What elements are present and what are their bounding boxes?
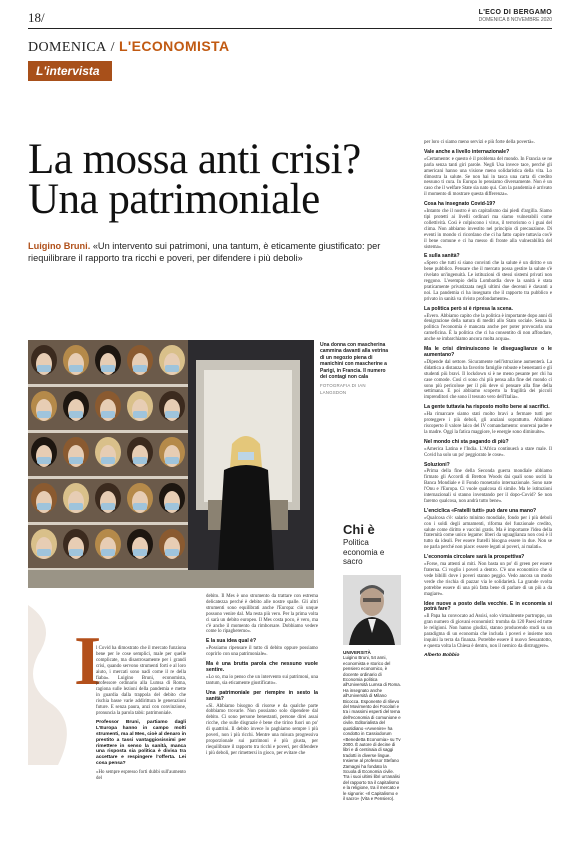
standfirst-author: Luigino Bruni.	[28, 241, 91, 251]
mannequin-mask	[165, 549, 179, 556]
shop-window-illustration	[28, 340, 314, 588]
article-column-3	[424, 140, 552, 662]
answer-10: «Ha rimarcare siamo stati molto bravi a fermare tutti per proteggere i più deboli, gli anziani soprattutto. Abbiamo riscoperto il valore laico del IV comandamento: onorerai padre e la madre. Oggi la fatica maggiore, le energie sono diminuite».	[424, 412, 552, 435]
mannequin-mask	[69, 549, 83, 556]
mannequin-mask	[69, 503, 83, 510]
portrait-illustration	[343, 575, 401, 645]
answer-7: «Spero che tutti si siano convinti che la salute è un diritto e un bene pubblico. Pensare che il mercato possa gestire la salute s'è rivelato un'ingenuità. Le istituzioni di stessi sistemi privati non reggono. L'esempio della Lombardia dove la sanità è stata praticamente privatizzata negli ultimi due decenni è davanti a noi. La pandemia ci ha insegnato che il rapporto tra pubblico e privato in sanità va rivisto profondamente».	[424, 261, 552, 302]
mannequin-mask	[37, 549, 51, 556]
masthead	[479, 9, 552, 23]
standfirst	[28, 240, 408, 264]
shelf	[28, 430, 188, 433]
col3-intro: per loro ci siamo meno servizi e più forte della povertà».	[424, 140, 535, 145]
mannequin-mask	[37, 457, 51, 464]
answer-8: «Evero. Abbiamo capito che la politica è importante dopo anni di denigrazione della natura di mediti allo Stato sociale. Senza la politica l'economia è mancata anche per poter provocarla una carneficina. È la politica che ci ha consentito di non affondare, anche se imbarchiamo ancora molta acqua».	[424, 313, 552, 343]
bio-text: Luigino Bruni, 54 anni, economista e storico del pensiero economico, è docente ordinario di Economia politica all'Università Lumsa di Roma. Ha insegnato anche all'Università di Milano Bicocca. Esponente di rilievo del Movimento dei Focolari e tra i massimi esperti del tema dell'economia di comunione e civile. Editorialista del quotidiano «Avvenire» ha condotto in Cassiodorum «Benedetta Economia» su Tv 2000. È autore di decine di libri e di centinaia di saggi tradotti in diverse lingue. Insieme al professor Stefano Zamagni ha fondato la Scuola di Economia civile. Tra i suoi ultimi libri un'analisi del rapporto tra il capitalismo e la religione, tra il mercato e le signorie: «Il Capitalismo e il sacro» (Vita e Pensiero).	[343, 655, 401, 801]
author-portrait	[343, 575, 401, 645]
mannequin-mask	[37, 411, 51, 418]
author-bio	[343, 650, 401, 801]
photo-caption-text: Una donna con mascherina cammina davanti alla vetrina di un negozio piena di manichini con mascherine a Parigi, in Francia. Il numero dei contagi non cala	[320, 342, 389, 381]
mannequin-mask	[37, 365, 51, 372]
answer-15: «Il Papa ha convocato ad Assisi, solo virtualmente purtroppo, un gran numero di giovani economisti: tromba da 120 Paesi ed tutte le religioni. Non hanno giudizi, stanno producendo studi su un paradigma di un economia che includa i poveri e insieme non inquini la terra da finanza. Potrebbe essere il nuovo Sessantotto, e questa volta la Chiesa è dentro, non il nemico da distruggere».	[424, 614, 552, 649]
question-8: La politica però si è ripresa la scena.	[424, 305, 513, 312]
answer-2: «Possiamo ripensare il tutto di debito oppure possiamo coprirlo con una patrimoniale».	[206, 646, 318, 658]
question-14: L'economia circolare sarà la prospettiva?	[424, 554, 525, 561]
rubric-section: L'ECONOMISTA	[118, 38, 230, 54]
answer-5: «Certamente: e questo è il problema del mondo. In Francia se ne parla senza tanti giri parole. Negli Usa invece tace, perché gli americani hanno una visione meno solidaristica della vita. Lo dimostra la salute. Se non hai in tasca una carta di credito nessuno ti cura. In Europa lo pensiamo diversamente. Non è un caso che il welfare State sia nato qui. Con la pandemia è arrivato il momento di mostrare questa differenza».	[424, 156, 552, 198]
bio-label: UNIVERSITÀ	[343, 650, 371, 655]
mannequin-mask	[133, 503, 147, 510]
mannequin-mask	[69, 457, 83, 464]
mannequin-mask	[133, 549, 147, 556]
interview-tag: L'intervista	[28, 61, 112, 81]
answer-6: «Intanto che il nostro è un capitalismo dai piedi d'argilla. Siamo tipi protetti ai livelli ordinari ma siamo vulnerabili come collettività. Così è colpiscono i virus, il terrorismo o i guai del clima. Non abbiamo investito nel principio di precauzione. Di eventi in mondo ci ricordano che ci ha fatto capire tuttavia cos'è il bene comune e ci ha messo di fronte alla vulnerabilità del sistema».	[424, 209, 552, 250]
answer-3: «Lo so, ma io penso che un intervento sui patrimoni, una tantum, sia eticamente giustificato».	[206, 674, 318, 686]
col2-paragraph: debito. Il Mes è uno strumento da trattare con estrema delicatezza perché è debito alle nostre spalle. Gli altri strumenti sono equilibrati anche l'Europa: ciò unque possono venire dal. Ma resta più vero. Per la prima volta ci sarà un debito europeo. Il Mes costa poco, è vero, ma c'è anche il momento da rimborsare. Dobbiamo vedere come lo ripagheremo».	[206, 594, 318, 635]
article-column-2	[206, 594, 318, 760]
mannequin-mask	[69, 365, 83, 372]
mannequin-mask	[69, 411, 83, 418]
mannequin-mask	[133, 457, 147, 464]
question-9: Ma le crisi diminuiscono le diseguaglianze o le aumentano?	[424, 346, 552, 358]
question-6: Cosa ha insegnato Covid-19?	[424, 201, 496, 208]
profile-subtitle: Politica economia e sacro	[343, 538, 385, 566]
shelf	[28, 522, 188, 525]
mannequin-mask	[101, 411, 115, 418]
mannequin-mask	[101, 365, 115, 372]
answer-4: «Sì. Abbiamo bisogno di risorse e da qualche parte dobbiamo trovarle. Non possiamo solo dipendere dal debito. Ci sono persone benestanti, persone direi assai ricche, che sulle disgrazie è bene che tirino fuori un po' di quattrini. Il debito invece lo paghiamo sempre i più poveri, non i più ricchi. Mentre una misura progressiva proporzionale sui patrimoni è più giusta, per riequilibrare il rapporto tra ricchi e poveri, per difendere i più deboli, per rimettersi in gioco, per evitare che	[206, 703, 318, 756]
mannequin-mask	[165, 503, 179, 510]
question-5: Vale anche a livello internazionale?	[424, 148, 510, 155]
headline	[28, 136, 400, 223]
article-intro: l Covid ha dimostrato che il mercato funziona bene per le cose semplici, male per quelle complicate, ma disastrosamente per i grandi crisi, quando servono strumenti forti e al loro aiuto, i mercati sono nadi come il re della fiaba». Luigino Bruni, economista, professore ordinario alla Lumsa di Roma, ragiona sulle lezioni della pandemia e mette in guardia dalla trappola del debito che rischia basse varie addirittura le generazioni future. E senza paura, anzi con convinzione, pronuncia la parola tabù: patrimoniale.	[96, 646, 186, 716]
question-4: Una patrimoniale per riempire in sesto la sanità?	[206, 689, 318, 702]
mannequin-mask	[101, 457, 115, 464]
mannequin-mask	[101, 549, 115, 556]
question-15: Idee nuove a posto della vecchie. E in economia si potrà fare?	[424, 600, 552, 613]
question-3: Ma è una brutta parola che nessuno vuole sentire.	[206, 661, 318, 673]
answer-11: «America Latina e l'India. L'Africa continuerà a stare male. Il Covid ha solo un po' peggiorato le cose».	[424, 446, 552, 458]
mannequin-mask	[165, 411, 179, 418]
mannequin-mask	[37, 503, 51, 510]
mannequin-mask	[165, 365, 179, 372]
mannequin-mask	[133, 411, 147, 418]
answer-13: «Qualcosa c'è: salario minimo mondiale, fondo per i più deboli con i soldi degli armamenti, riforma del funzionale credito, salute come diritto e vaccini gratis. Ma è importante l'idea della fraternità come unico legame: liberi da uguaglianza non così è il tutto da ideali. Per essere fratelli bisogna essere in due. Non se ne parla perché non piace: essere legati ai poveri, ai malati».	[424, 515, 552, 551]
drop-cap: I	[74, 623, 102, 700]
answer-12: «Prima della fine della Seconda guerra mondiale abbiamo firmato gli Accordi di Bretton Woods dai quali sono usciti la Banca Mondiale e il Fondo monetario internazionale. Sono nate l'Onu e l'Europa. Ci vuole qualcosa di simile. Ma le istituzioni internazionali si stanno inventando per il dopo-Covid? Se non faremo qualcosa, non andrà tutto bene».	[424, 469, 552, 504]
answer-1: «Ho sempre espresso forti dubbi sull'aumento del	[96, 770, 186, 782]
mannequin-mask	[101, 503, 115, 510]
photo-credit: FOTOGRAFIA DI IAN LANGSDON	[320, 383, 366, 395]
profile-box	[343, 522, 393, 567]
article-photo	[28, 340, 314, 588]
question-1: Professor Bruni, partiamo dagli L'Europa hanno in campo molti strumenti, ma al Mes, cioè al denaro in prestito a tassi vantaggiosissimi per rimettere in senso la sanità, manca una risposta sia politica è divisa tra accettare e respingere l'offerta. Lei cosa pensa?	[96, 719, 186, 767]
photo-caption	[320, 342, 392, 396]
question-12: Soluzioni?	[424, 461, 450, 468]
rubric-day: DOMENICA	[28, 40, 107, 55]
shelf	[28, 384, 188, 387]
standfirst-text: «Un intervento sui patrimoni, una tantum, è eticamente giustificato: per riequilibrare il rapporto tra ricchi e poveri, per difendere i più deboli»	[28, 241, 381, 263]
shelf	[28, 476, 188, 479]
profile-title: Chi è	[343, 522, 375, 537]
question-2: E la sua idea qual è?	[206, 638, 257, 645]
answer-9: «Dipende dal settore. Sicuramente nell'istruzione aumenterà. La didattica a distanza ha favorito famiglie robuste e benestanti e gli studenti più bravi. Il lockdown si è ne meno pesante per chi ha case comode. Così ci sono chi più pensa alla fine del mondo ci sono più pericolose per il più deve si pensare alla fine della settimana. E poi abbiamo scoperto la fragilità dei piccoli imprenditori che sono il tessuto vero dell'Italia».	[424, 359, 552, 401]
rubric-separator: /	[110, 40, 115, 55]
article-column-1	[96, 646, 186, 785]
newspaper-name: L'ECO DI BERGAMO	[478, 9, 552, 16]
issue-date: DOMENICA 8 NOVEMBRE 2020	[478, 17, 552, 23]
page-number: 18/	[28, 10, 45, 25]
answer-14: «Forse, ma attenti ai miti. Non basta un po' di green per essere fraterna. Ci voglio i poveri a dentro. C'è uno economico che si vede bibilli dove i poveri stanno peggio. Vedo ancora un modo verde che rischia di pazzar via le solidarietà. La grande svolta potrebbe essere di una più fatta bene di parlare di un più a da magiare».	[424, 562, 552, 597]
mannequin-mask	[165, 457, 179, 464]
mannequin-mask	[133, 365, 147, 372]
headline-line-2: Una patrimoniale	[28, 176, 320, 223]
question-7: E sulla sanità?	[424, 253, 460, 260]
headline-line-1: La mossa anti crisi?	[28, 136, 361, 183]
question-10: La gente tuttavia ha risposto molto bene ai sacrifici.	[424, 404, 550, 411]
section-rubric	[28, 38, 230, 56]
question-13: L'enciclica «Fratelli tutti» può dare una mano?	[424, 507, 537, 514]
article-signature: Alberto Bobbio	[424, 652, 460, 658]
top-rule	[28, 28, 552, 29]
question-11: Nel mondo chi sta pagando di più?	[424, 438, 509, 445]
